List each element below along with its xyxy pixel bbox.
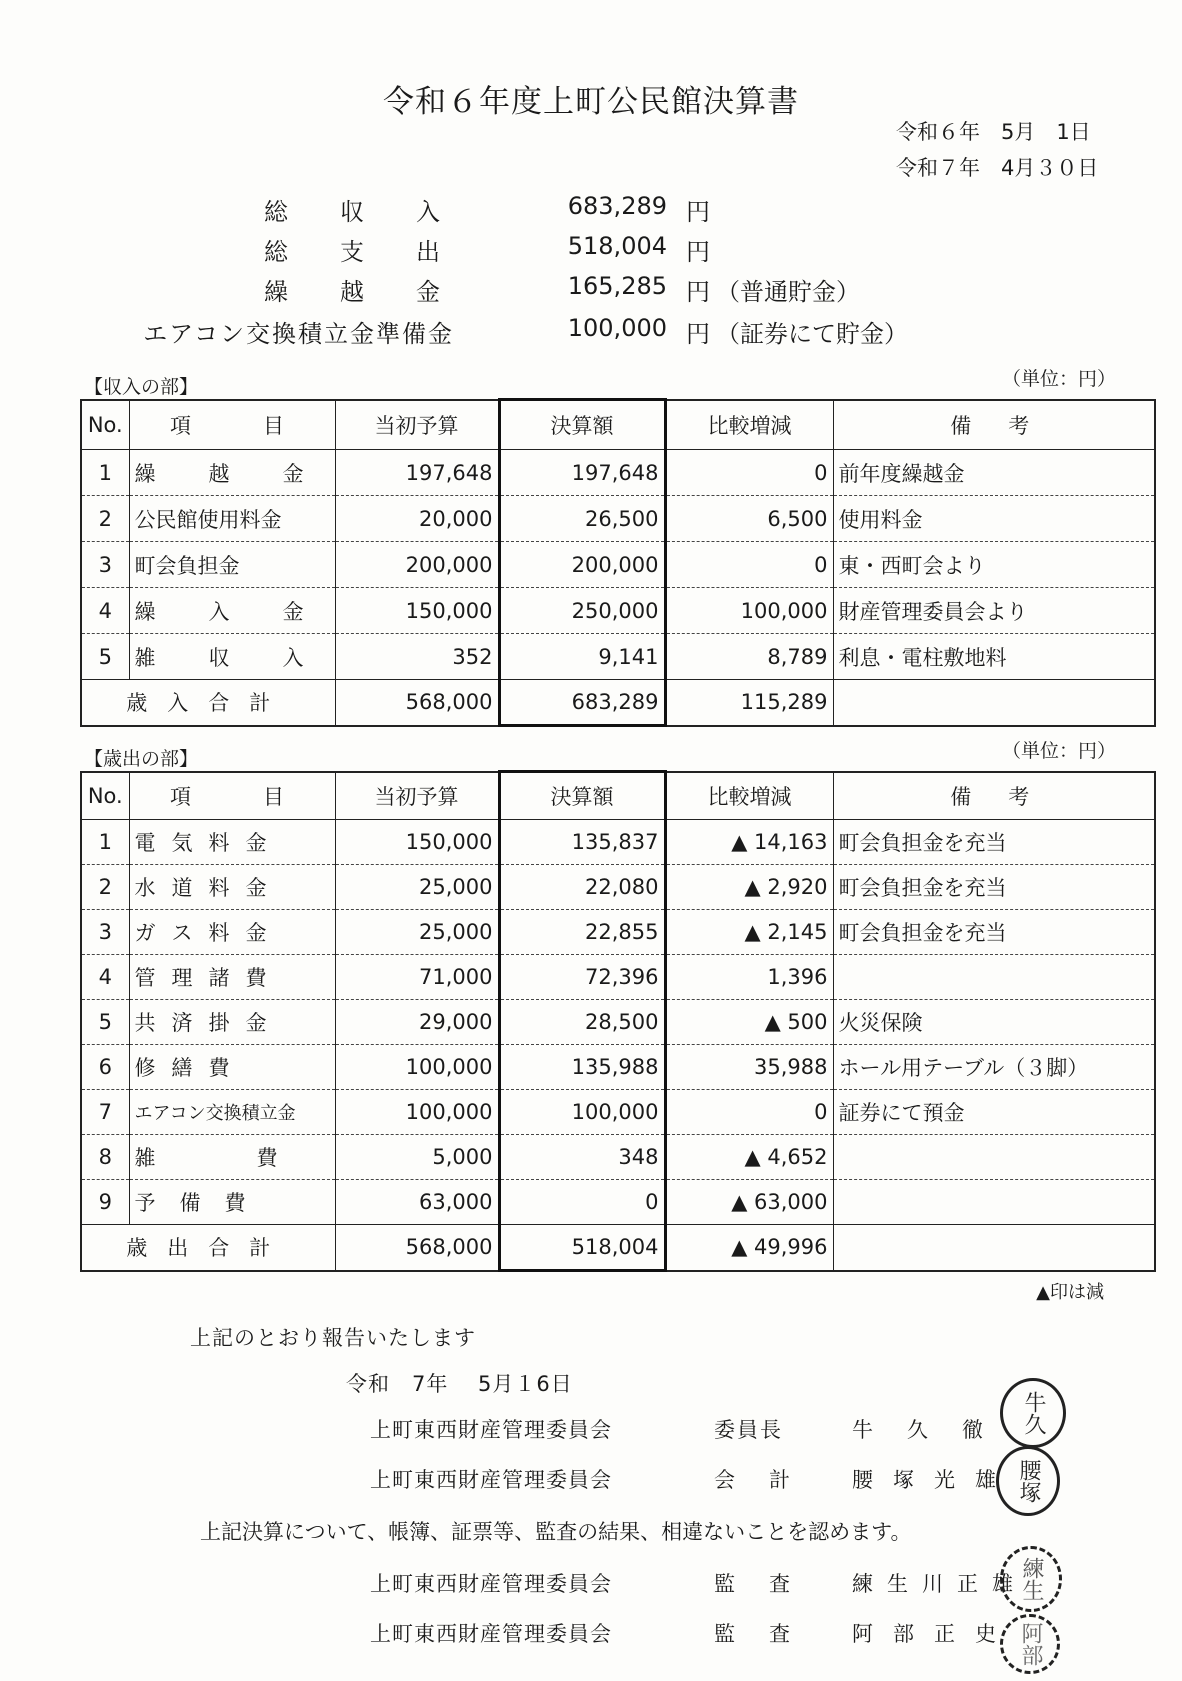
row-budget: 25,000 — [335, 910, 499, 955]
row-diff: ▲ 63,000 — [665, 1180, 833, 1225]
col-header-item: 項 目 — [129, 400, 335, 450]
col-header-no: No. — [81, 772, 129, 820]
legend-note: ▲印は減 — [1036, 1282, 1104, 1303]
summary-label: 総 支 出 — [264, 238, 454, 266]
row-no: 2 — [81, 496, 129, 542]
summary-row-aircon-reserve — [0, 314, 1182, 350]
chair-seal-stamp: 牛久 — [1000, 1378, 1066, 1448]
row-actual: 0 — [499, 1180, 665, 1225]
total-actual: 683,289 — [499, 680, 665, 726]
row-remarks: 町会負担金を充当 — [833, 910, 1155, 955]
row-actual: 135,837 — [499, 820, 665, 865]
auditor-name: 練生川正雄 — [852, 1572, 1027, 1596]
total-remarks — [833, 680, 1155, 726]
row-diff: ▲ 2,145 — [665, 910, 833, 955]
row-diff: 8,789 — [665, 634, 833, 680]
row-remarks — [833, 955, 1155, 1000]
row-no: 4 — [81, 955, 129, 1000]
total-label: 歳入合計 — [81, 680, 335, 726]
income-unit-label: （単位：円） — [1001, 368, 1116, 390]
row-remarks: 町会負担金を充当 — [833, 865, 1155, 910]
col-header-no: No. — [81, 400, 129, 450]
summary-row-total-expense — [0, 232, 1182, 268]
auditor-seal-stamp-2: 阿部 — [1000, 1614, 1060, 1674]
total-label: 歳出合計 — [81, 1225, 335, 1271]
summary-unit: 円 — [686, 198, 710, 226]
summary-amount: 518,004 — [567, 232, 667, 260]
row-diff: 0 — [665, 450, 833, 496]
row-diff: 1,396 — [665, 955, 833, 1000]
col-header-actual: 決算額 — [499, 400, 665, 450]
row-remarks: 東・西町会より — [833, 542, 1155, 588]
row-remarks: 火災保険 — [833, 1000, 1155, 1045]
col-header-item: 項 目 — [129, 772, 335, 820]
row-item: 共済掛金 — [129, 1000, 335, 1045]
summary-row-carryover — [0, 272, 1182, 308]
row-no: 4 — [81, 588, 129, 634]
row-item: 管理諸費 — [129, 955, 335, 1000]
row-item: 繰 入 金 — [129, 588, 335, 634]
total-diff: ▲ 49,996 — [665, 1225, 833, 1271]
col-header-diff: 比較増減 — [665, 400, 833, 450]
total-budget: 568,000 — [335, 680, 499, 726]
report-text: 上記のとおり報告いたします — [190, 1326, 476, 1350]
auditor-role: 監査 — [714, 1572, 824, 1596]
row-no: 1 — [81, 820, 129, 865]
summary-amount: 165,285 — [567, 272, 667, 300]
col-header-remarks: 備 考 — [833, 400, 1155, 450]
col-header-actual: 決算額 — [499, 772, 665, 820]
row-actual: 26,500 — [499, 496, 665, 542]
row-budget: 63,000 — [335, 1180, 499, 1225]
summary-note: （普通貯金） — [716, 278, 860, 306]
row-no: 9 — [81, 1180, 129, 1225]
row-item: エアコン交換積立金 — [129, 1090, 335, 1135]
table-row — [81, 1180, 1155, 1225]
row-actual: 200,000 — [499, 542, 665, 588]
row-no: 5 — [81, 1000, 129, 1045]
row-budget: 71,000 — [335, 955, 499, 1000]
signature-name: 腰塚光雄 — [852, 1468, 1016, 1492]
row-remarks — [833, 1135, 1155, 1180]
total-actual: 518,004 — [499, 1225, 665, 1271]
auditor-role: 監査 — [714, 1622, 824, 1646]
row-remarks: 財産管理委員会より — [833, 588, 1155, 634]
row-remarks — [833, 1180, 1155, 1225]
expense-total-row — [81, 1225, 1155, 1271]
signature-role: 会計 — [714, 1468, 824, 1492]
signature-org: 上町東西財産管理委員会 — [370, 1418, 612, 1442]
row-diff: ▲ 500 — [665, 1000, 833, 1045]
table-row — [81, 496, 1155, 542]
row-diff: 100,000 — [665, 588, 833, 634]
expense-table — [80, 770, 1156, 1272]
row-remarks: 利息・電柱敷地料 — [833, 634, 1155, 680]
row-remarks: 使用料金 — [833, 496, 1155, 542]
col-header-budget: 当初予算 — [335, 772, 499, 820]
table-row — [81, 450, 1155, 496]
row-remarks: 証券にて預金 — [833, 1090, 1155, 1135]
row-remarks: ホール用テーブル（３脚） — [833, 1045, 1155, 1090]
signature-name: 牛久徹 — [852, 1418, 1017, 1442]
row-budget: 29,000 — [335, 1000, 499, 1045]
row-no: 7 — [81, 1090, 129, 1135]
row-actual: 250,000 — [499, 588, 665, 634]
table-row — [81, 910, 1155, 955]
document-title: 令和６年度上町公民館決算書 — [383, 84, 799, 120]
total-budget: 568,000 — [335, 1225, 499, 1271]
summary-label: エアコン交換積立金準備金 — [143, 320, 454, 348]
table-row — [81, 1090, 1155, 1135]
row-no: 2 — [81, 865, 129, 910]
row-item: 繰 越 金 — [129, 450, 335, 496]
table-row — [81, 542, 1155, 588]
row-item: 電気料金 — [129, 820, 335, 865]
income-header-row — [81, 400, 1155, 450]
row-budget: 150,000 — [335, 588, 499, 634]
audit-text: 上記決算について、帳簿、証票等、監査の結果、相違ないことを認めます。 — [200, 1520, 912, 1544]
table-row — [81, 865, 1155, 910]
row-item: 予備費 — [129, 1180, 335, 1225]
row-budget: 200,000 — [335, 542, 499, 588]
row-budget: 100,000 — [335, 1090, 499, 1135]
table-row — [81, 1045, 1155, 1090]
col-header-remarks: 備 考 — [833, 772, 1155, 820]
row-actual: 22,855 — [499, 910, 665, 955]
period-start: 令和６年 5月 1日 — [896, 120, 1091, 144]
row-diff: ▲ 4,652 — [665, 1135, 833, 1180]
row-no: 8 — [81, 1135, 129, 1180]
row-diff: 6,500 — [665, 496, 833, 542]
row-item: 公民館使用料金 — [129, 496, 335, 542]
row-no: 3 — [81, 542, 129, 588]
row-diff: 0 — [665, 542, 833, 588]
row-diff: ▲ 2,920 — [665, 865, 833, 910]
expense-unit-label: （単位：円） — [1001, 740, 1116, 762]
row-item: 町会負担金 — [129, 542, 335, 588]
row-budget: 100,000 — [335, 1045, 499, 1090]
period-end: 令和７年 4月３０日 — [896, 156, 1099, 180]
report-date: 令和 7年 5月１6日 — [346, 1372, 573, 1396]
row-item: 雑 費 — [129, 1135, 335, 1180]
income-total-row — [81, 680, 1155, 726]
row-actual: 9,141 — [499, 634, 665, 680]
row-no: 5 — [81, 634, 129, 680]
summary-row-total-income — [0, 192, 1182, 228]
row-actual: 72,396 — [499, 955, 665, 1000]
table-row — [81, 588, 1155, 634]
summary-unit: 円 — [686, 320, 710, 348]
row-diff: ▲ 14,163 — [665, 820, 833, 865]
row-no: 6 — [81, 1045, 129, 1090]
row-budget: 197,648 — [335, 450, 499, 496]
auditor-org: 上町東西財産管理委員会 — [370, 1622, 612, 1646]
row-actual: 100,000 — [499, 1090, 665, 1135]
table-row — [81, 820, 1155, 865]
expense-section-label: 【歳出の部】 — [84, 748, 199, 770]
total-remarks — [833, 1225, 1155, 1271]
row-actual: 197,648 — [499, 450, 665, 496]
summary-label: 総 収 入 — [264, 198, 454, 226]
treasurer-seal-stamp: 腰塚 — [996, 1446, 1060, 1516]
row-actual: 348 — [499, 1135, 665, 1180]
col-header-diff: 比較増減 — [665, 772, 833, 820]
signature-role: 委員長 — [714, 1418, 783, 1442]
row-budget: 352 — [335, 634, 499, 680]
col-header-budget: 当初予算 — [335, 400, 499, 450]
row-item: 水道料金 — [129, 865, 335, 910]
summary-label: 繰 越 金 — [264, 278, 454, 306]
summary-unit: 円 — [686, 278, 710, 306]
row-budget: 25,000 — [335, 865, 499, 910]
row-no: 3 — [81, 910, 129, 955]
auditor-seal-stamp: 練生 — [1000, 1546, 1062, 1612]
row-budget: 150,000 — [335, 820, 499, 865]
summary-amount: 683,289 — [567, 192, 667, 220]
total-diff: 115,289 — [665, 680, 833, 726]
row-budget: 5,000 — [335, 1135, 499, 1180]
table-row — [81, 955, 1155, 1000]
row-no: 1 — [81, 450, 129, 496]
row-diff: 35,988 — [665, 1045, 833, 1090]
income-table — [80, 398, 1156, 727]
table-row — [81, 1135, 1155, 1180]
summary-unit: 円 — [686, 238, 710, 266]
table-row — [81, 634, 1155, 680]
income-section-label: 【収入の部】 — [84, 376, 199, 398]
row-actual: 135,988 — [499, 1045, 665, 1090]
row-item: 修繕費 — [129, 1045, 335, 1090]
row-item: 雑 収 入 — [129, 634, 335, 680]
row-actual: 28,500 — [499, 1000, 665, 1045]
row-actual: 22,080 — [499, 865, 665, 910]
row-diff: 0 — [665, 1090, 833, 1135]
row-budget: 20,000 — [335, 496, 499, 542]
table-row — [81, 1000, 1155, 1045]
summary-amount: 100,000 — [567, 314, 667, 342]
row-remarks: 前年度繰越金 — [833, 450, 1155, 496]
auditor-name: 阿部正史 — [852, 1622, 1016, 1646]
summary-note: （証券にて貯金） — [716, 320, 908, 348]
auditor-org: 上町東西財産管理委員会 — [370, 1572, 612, 1596]
expense-header-row — [81, 772, 1155, 820]
row-item: ガス料金 — [129, 910, 335, 955]
signature-org: 上町東西財産管理委員会 — [370, 1468, 612, 1492]
row-remarks: 町会負担金を充当 — [833, 820, 1155, 865]
